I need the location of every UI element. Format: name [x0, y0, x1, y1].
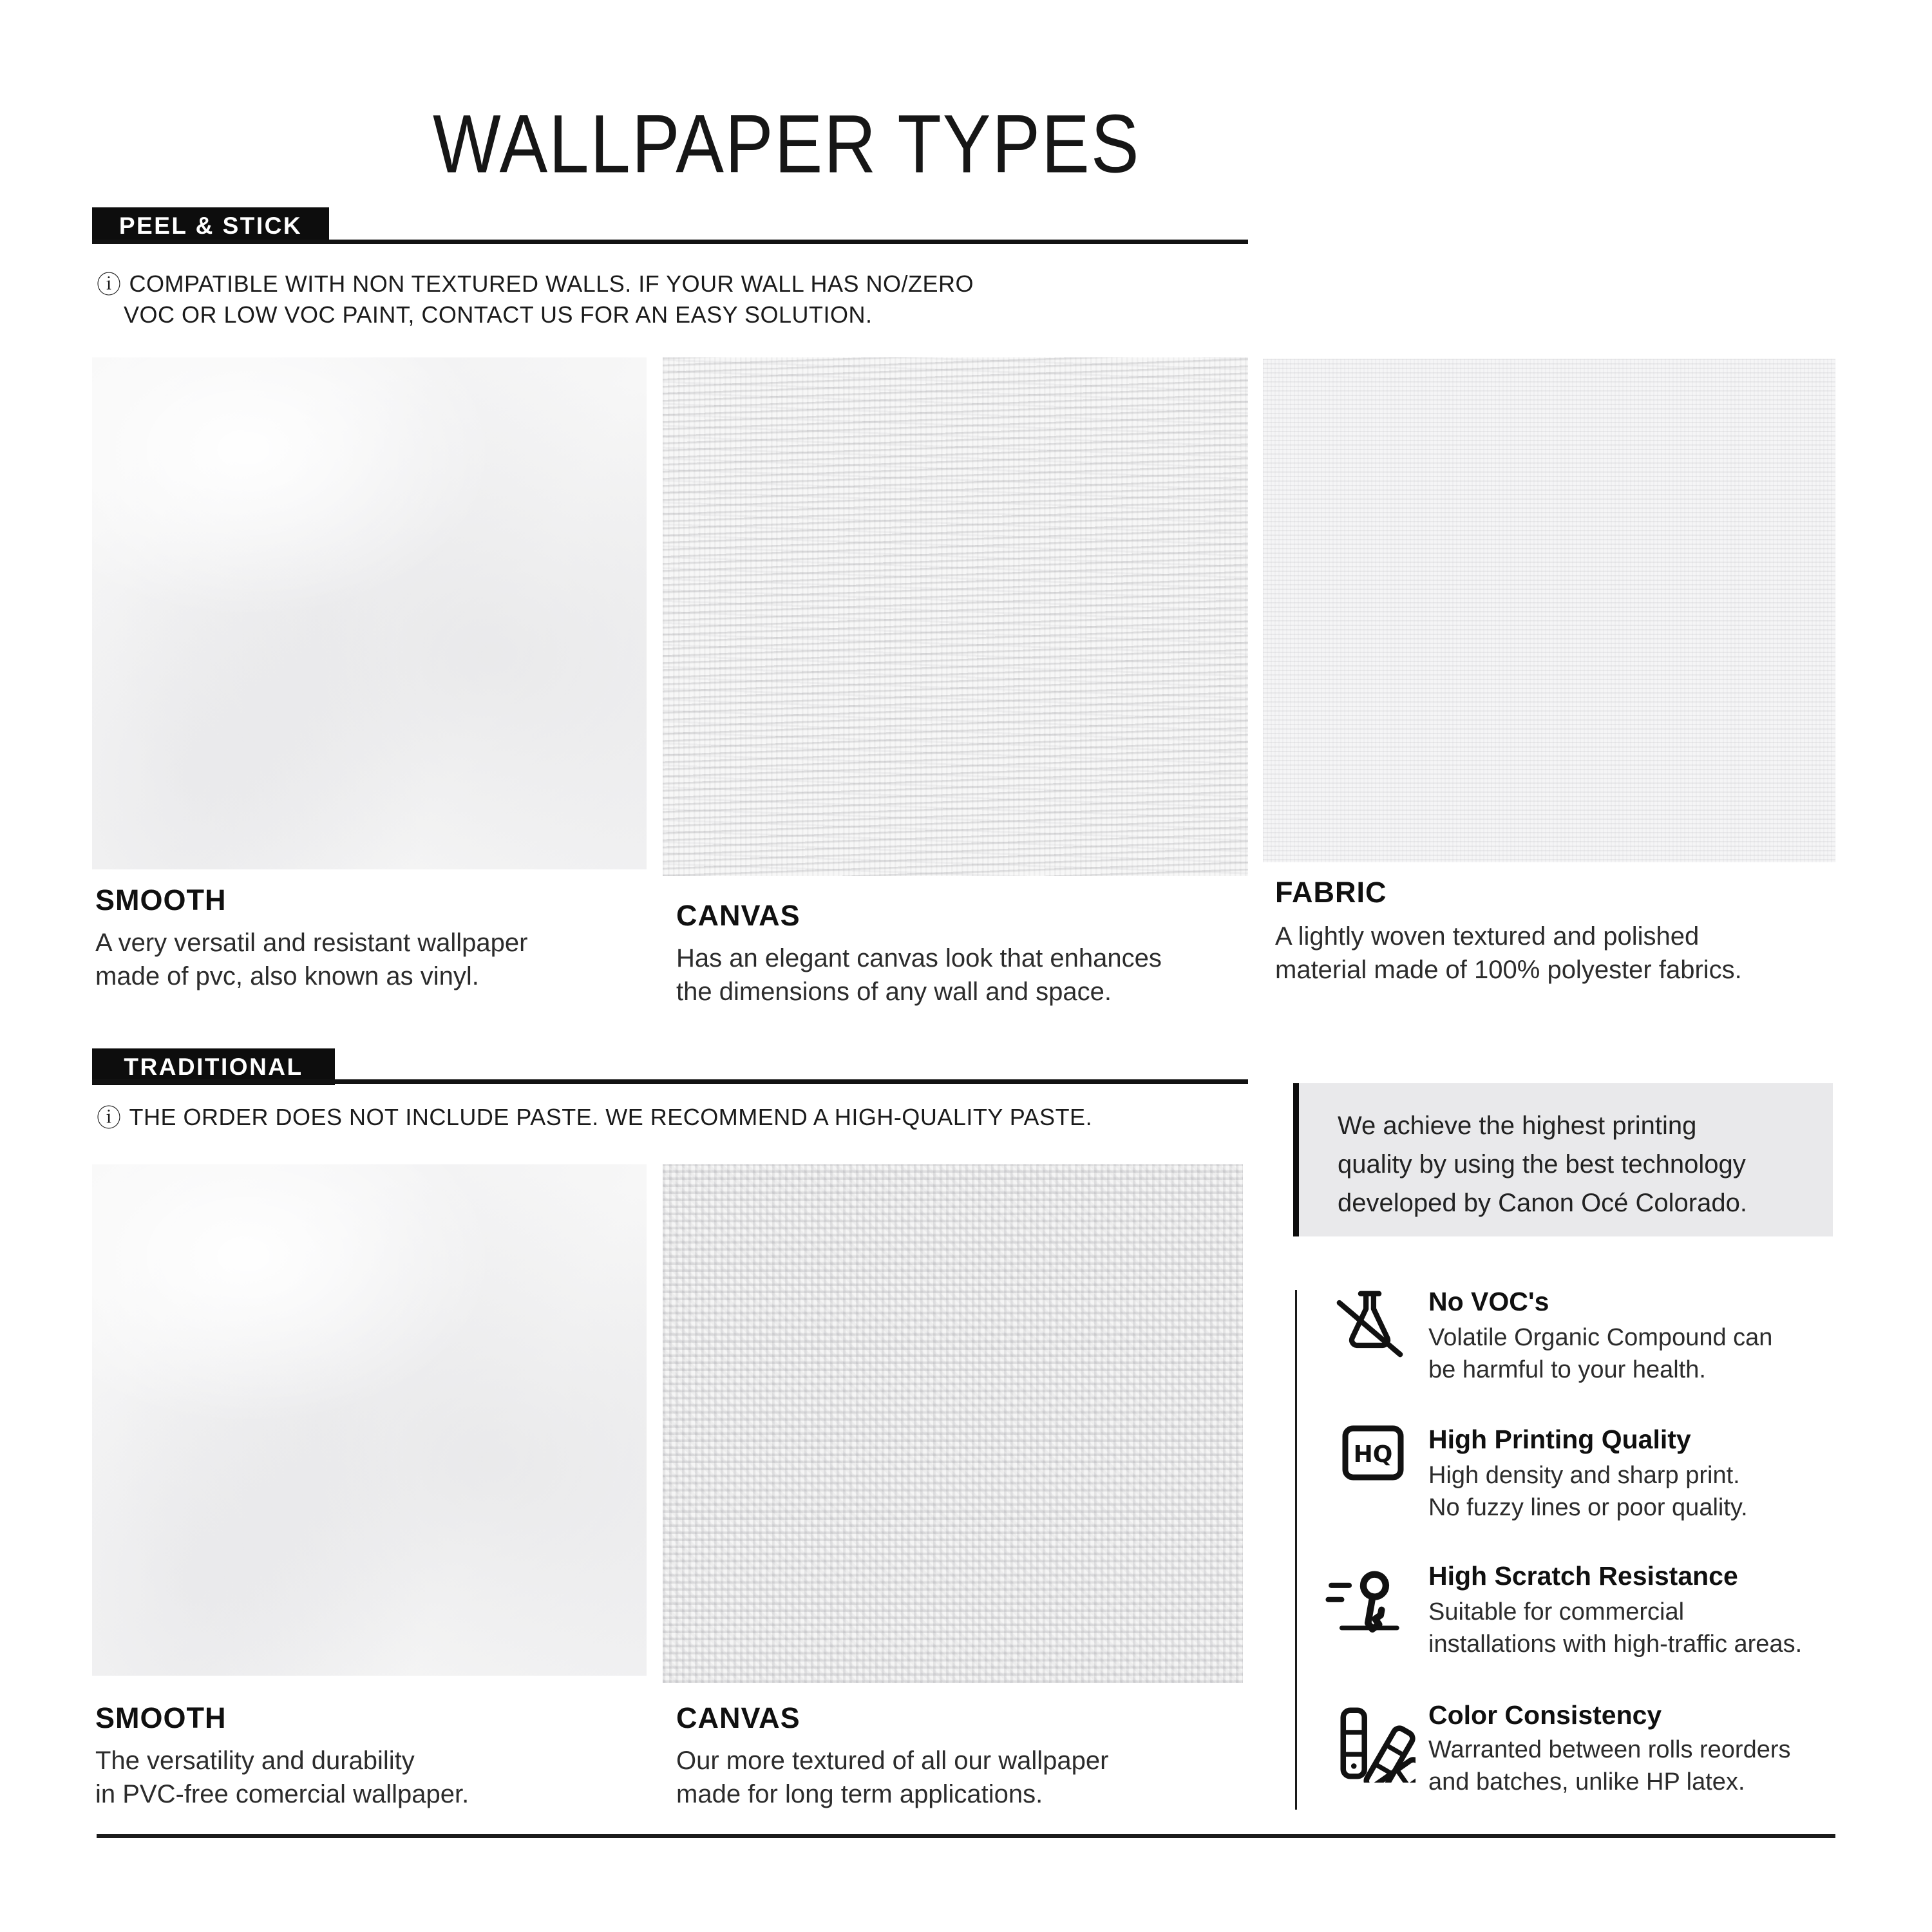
swatch-title-peel-canvas: CANVAS — [676, 899, 800, 932]
page-title: WALLPAPER TYPES — [433, 98, 1141, 190]
swatch-desc-line: made of pvc, also known as vinyl. — [95, 962, 479, 990]
quality-panel — [1299, 1083, 1833, 1236]
traditional-divider-line — [92, 1079, 1248, 1084]
color-swatch-fan-icon — [1337, 1704, 1416, 1783]
swatch-desc-line: in PVC-free comercial wallpaper. — [95, 1780, 469, 1808]
feature-desc-line: No fuzzy lines or poor quality. — [1428, 1494, 1748, 1521]
feature-desc-line: Volatile Organic Compound can — [1428, 1324, 1773, 1351]
hq-badge-label: HQ — [1353, 1441, 1393, 1468]
peel-stick-divider-line — [92, 240, 1248, 244]
swatch-desc-peel-smooth — [95, 926, 527, 993]
traditional-note-line1 — [97, 1104, 1092, 1131]
section-label-traditional-text: TRADITIONAL — [124, 1053, 303, 1080]
feature-title-color-consistency: Color Consistency — [1428, 1700, 1662, 1730]
section-label-peel-stick-text: PEEL & STICK — [118, 212, 303, 239]
feature-title-no-voc: No VOC's — [1428, 1287, 1549, 1316]
swatch-image-peel-smooth — [92, 357, 647, 869]
no-voc-flask-icon — [1332, 1285, 1408, 1363]
feature-desc-no-voc — [1428, 1321, 1772, 1386]
feature-desc-line: High density and sharp print. — [1428, 1462, 1740, 1489]
peel-stick-note-line2: VOC OR LOW VOC PAINT, CONTACT US FOR AN EASY SOLUTION. — [124, 301, 873, 328]
hq-badge-icon — [1341, 1423, 1405, 1482]
feature-desc-line: Warranted between rolls reorders — [1428, 1736, 1791, 1763]
feature-desc-high-printing-quality — [1428, 1459, 1748, 1524]
quality-panel-line3: developed by Canon Océ Colorado. — [1338, 1189, 1747, 1217]
swatch-desc-line: Has an elegant canvas look that enhances — [676, 944, 1162, 972]
swatch-image-traditional-canvas — [663, 1164, 1243, 1683]
quality-panel-line2: quality by using the best technology — [1338, 1150, 1746, 1179]
swatch-desc-line: the dimensions of any wall and space. — [676, 978, 1112, 1006]
swatch-desc-line: A very versatil and resistant wallpaper — [95, 929, 528, 957]
swatch-desc-line: material made of 100% polyester fabrics. — [1275, 956, 1742, 984]
swatch-desc-line: Our more textured of all our wallpaper — [676, 1747, 1109, 1775]
quality-panel-accent-bar — [1293, 1083, 1299, 1236]
feature-title-high-scratch-resistance: High Scratch Resistance — [1428, 1561, 1738, 1591]
swatch-title-peel-fabric: FABRIC — [1275, 876, 1387, 909]
peel-stick-note-line1-text: COMPATIBLE WITH NON TEXTURED WALLS. IF YOUR WALL HAS NO/ZERO — [129, 270, 974, 297]
swatch-desc-peel-fabric — [1275, 920, 1742, 987]
swatch-title-traditional-canvas: CANVAS — [676, 1701, 800, 1734]
feature-desc-line: be harmful to your health. — [1428, 1356, 1706, 1383]
traditional-note-line1-text: THE ORDER DOES NOT INCLUDE PASTE. WE RECOMMEND A HIGH-QUALITY PASTE. — [129, 1104, 1093, 1130]
swatch-image-peel-canvas — [663, 357, 1248, 876]
feature-desc-line: installations with high-traffic areas. — [1428, 1631, 1803, 1658]
swatch-image-peel-fabric — [1263, 359, 1835, 862]
feature-desc-high-scratch-resistance — [1428, 1596, 1802, 1660]
swatch-desc-peel-canvas — [676, 942, 1162, 1009]
quality-panel-line1: We achieve the highest printing — [1338, 1112, 1697, 1140]
peel-stick-note-line1 — [97, 270, 974, 298]
swatch-desc-line: A lightly woven textured and polished — [1275, 922, 1700, 951]
swatch-desc-traditional-smooth — [95, 1744, 469, 1811]
feature-desc-line: and batches, unlike HP latex. — [1428, 1768, 1745, 1795]
features-divider-line — [1295, 1290, 1297, 1810]
swatch-desc-line: made for long term applications. — [676, 1780, 1043, 1808]
feature-title-high-printing-quality: High Printing Quality — [1428, 1425, 1691, 1454]
section-label-peel-stick — [92, 207, 329, 244]
info-icon: ⓘ — [97, 1105, 122, 1132]
feature-desc-line: Suitable for commercial — [1428, 1598, 1685, 1625]
scratch-resistant-key-icon — [1325, 1558, 1410, 1633]
swatch-title-traditional-smooth: SMOOTH — [95, 1701, 227, 1734]
swatch-desc-line: The versatility and durability — [95, 1747, 415, 1775]
bottom-divider-line — [97, 1834, 1835, 1838]
swatch-desc-traditional-canvas — [676, 1744, 1108, 1811]
swatch-image-traditional-smooth — [92, 1164, 647, 1676]
swatch-title-peel-smooth: SMOOTH — [95, 884, 227, 916]
feature-desc-color-consistency — [1428, 1734, 1791, 1798]
info-icon: ⓘ — [97, 272, 122, 299]
